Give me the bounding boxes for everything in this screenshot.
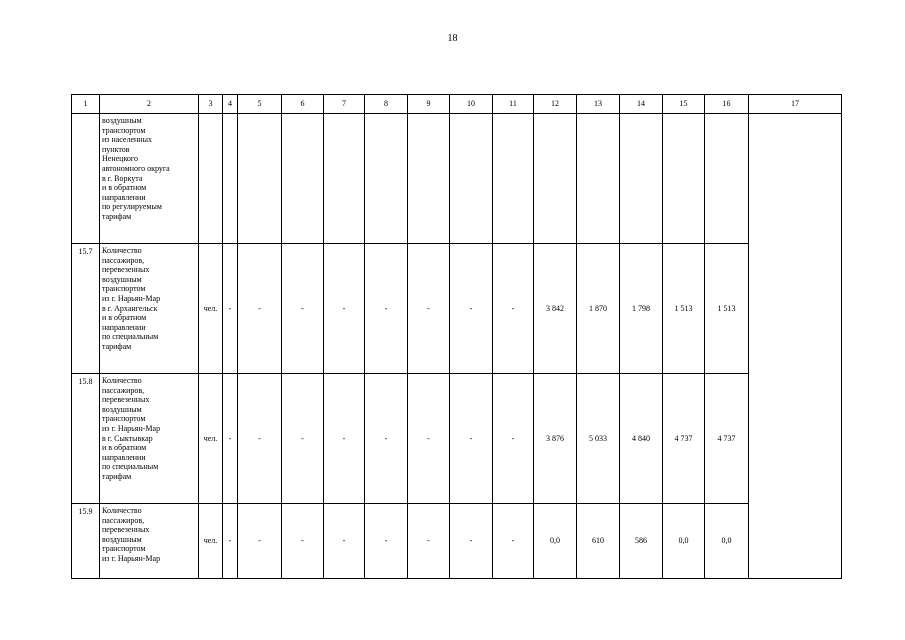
desc-line: пассажиров, (102, 515, 145, 525)
desc-line: перевезенных (102, 525, 150, 535)
value-cell: - (238, 374, 282, 504)
row-description (100, 504, 199, 579)
value-cell (450, 114, 493, 244)
col-header: 6 (282, 95, 324, 114)
desc-line: из г. Нарьян-Мар (102, 293, 161, 303)
col-header: 10 (450, 95, 493, 114)
desc-line: по специальным (102, 462, 159, 472)
page-number: 18 (447, 33, 458, 44)
column-17-cell (749, 114, 842, 579)
desc-line: воздушным (102, 116, 142, 125)
row-number: 15.8 (72, 374, 100, 504)
value-cell: - (493, 374, 534, 504)
row-description (100, 244, 199, 374)
value-cell: - (365, 504, 408, 579)
col-header: 13 (577, 95, 620, 114)
desc-line: направлении (102, 322, 146, 332)
value-cell (620, 114, 663, 244)
col-header: 4 (223, 95, 238, 114)
desc-line: воздушным (102, 274, 142, 284)
col-header: 8 (365, 95, 408, 114)
desc-line: направлении (102, 192, 146, 202)
desc-line: и в обратном (102, 183, 147, 193)
value-cell: - (238, 504, 282, 579)
col-header: 15 (663, 95, 705, 114)
col-header: 2 (100, 95, 199, 114)
desc-line: тарифам (102, 341, 132, 351)
table-row (72, 114, 842, 244)
value-cell: - (282, 244, 324, 374)
desc-line: Количество (102, 376, 142, 385)
desc-line: перевезенных (102, 265, 150, 275)
value-cell: - (282, 504, 324, 579)
unit-cell: чел. (199, 504, 223, 579)
desc-line: Количество (102, 506, 142, 515)
table-row (72, 374, 842, 504)
desc-line: транспортом (102, 414, 146, 424)
value-cell: 1 513 (705, 244, 749, 374)
desc-line: по регулируемым (102, 202, 162, 212)
value-cell (493, 114, 534, 244)
unit-cell (199, 114, 223, 244)
table-row (72, 504, 842, 579)
value-cell (577, 114, 620, 244)
value-cell: 610 (577, 504, 620, 579)
unit-cell: чел. (199, 244, 223, 374)
desc-line: и в обратном (102, 443, 147, 453)
desc-line: направлении (102, 452, 146, 462)
value-cell: - (493, 504, 534, 579)
value-cell (408, 114, 450, 244)
value-cell (534, 114, 577, 244)
value-cell: - (324, 244, 365, 374)
value-cell: - (324, 374, 365, 504)
value-cell: - (324, 504, 365, 579)
col-header: 3 (199, 95, 223, 114)
col-header: 5 (238, 95, 282, 114)
row-number: 15.9 (72, 504, 100, 579)
value-cell (324, 114, 365, 244)
value-cell: - (450, 244, 493, 374)
row-description (100, 374, 199, 504)
desc-line: в г. Сыктывкар (102, 433, 153, 443)
desc-line: транспортом (102, 544, 146, 554)
desc-line: воздушным (102, 534, 142, 544)
desc-line: в г. Воркута (102, 173, 143, 183)
column-header-row (72, 95, 842, 114)
col-header: 14 (620, 95, 663, 114)
value-cell: 3 842 (534, 244, 577, 374)
value-cell: - (365, 244, 408, 374)
col-header: 11 (493, 95, 534, 114)
desc-line: тарифам (102, 471, 132, 481)
desc-line: пассажиров, (102, 385, 145, 395)
desc-line: и в обратном (102, 313, 147, 323)
value-cell: - (223, 374, 238, 504)
row-number (72, 114, 100, 244)
col-header: 7 (324, 95, 365, 114)
desc-line: перевезенных (102, 395, 150, 405)
col-header: 1 (72, 95, 100, 114)
value-cell (705, 114, 749, 244)
value-cell: 4 840 (620, 374, 663, 504)
desc-line: транспортом (102, 284, 146, 294)
row-description (100, 114, 199, 244)
value-cell: 3 876 (534, 374, 577, 504)
desc-line: по специальным (102, 332, 159, 342)
value-cell: 4 737 (663, 374, 705, 504)
value-cell (223, 114, 238, 244)
value-cell (282, 114, 324, 244)
value-cell: 1 870 (577, 244, 620, 374)
value-cell: 4 737 (705, 374, 749, 504)
value-cell (365, 114, 408, 244)
col-header: 12 (534, 95, 577, 114)
desc-line: транспортом (102, 125, 146, 135)
desc-line: воздушным (102, 404, 142, 414)
value-cell: 1 798 (620, 244, 663, 374)
value-cell: 1 513 (663, 244, 705, 374)
desc-line: пассажиров, (102, 255, 145, 265)
desc-line: в г. Архангельск (102, 303, 158, 313)
value-cell: 0,0 (705, 504, 749, 579)
value-cell: - (408, 504, 450, 579)
desc-line: из населенных (102, 135, 152, 145)
desc-line: из г. Нарьян-Мар (102, 553, 161, 563)
value-cell (663, 114, 705, 244)
row-number: 15.7 (72, 244, 100, 374)
desc-line: тарифам (102, 211, 132, 221)
value-cell: - (408, 244, 450, 374)
col-header: 16 (705, 95, 749, 114)
value-cell: 0,0 (534, 504, 577, 579)
value-cell: 586 (620, 504, 663, 579)
desc-line: из г. Нарьян-Мар (102, 423, 161, 433)
value-cell (238, 114, 282, 244)
data-table (71, 94, 842, 579)
value-cell: - (450, 504, 493, 579)
desc-line: пунктов (102, 144, 130, 154)
table-row (72, 244, 842, 374)
value-cell: - (223, 244, 238, 374)
desc-line: Ненецкого (102, 154, 139, 164)
desc-line: Количество (102, 246, 142, 255)
value-cell: - (238, 244, 282, 374)
value-cell: - (450, 374, 493, 504)
col-header: 17 (749, 95, 842, 114)
unit-cell: чел. (199, 374, 223, 504)
value-cell: - (282, 374, 324, 504)
value-cell: - (365, 374, 408, 504)
value-cell: - (408, 374, 450, 504)
value-cell: 5 033 (577, 374, 620, 504)
value-cell: 0,0 (663, 504, 705, 579)
value-cell: - (223, 504, 238, 579)
col-header: 9 (408, 95, 450, 114)
value-cell: - (493, 244, 534, 374)
desc-line: автономного округа (102, 163, 170, 173)
